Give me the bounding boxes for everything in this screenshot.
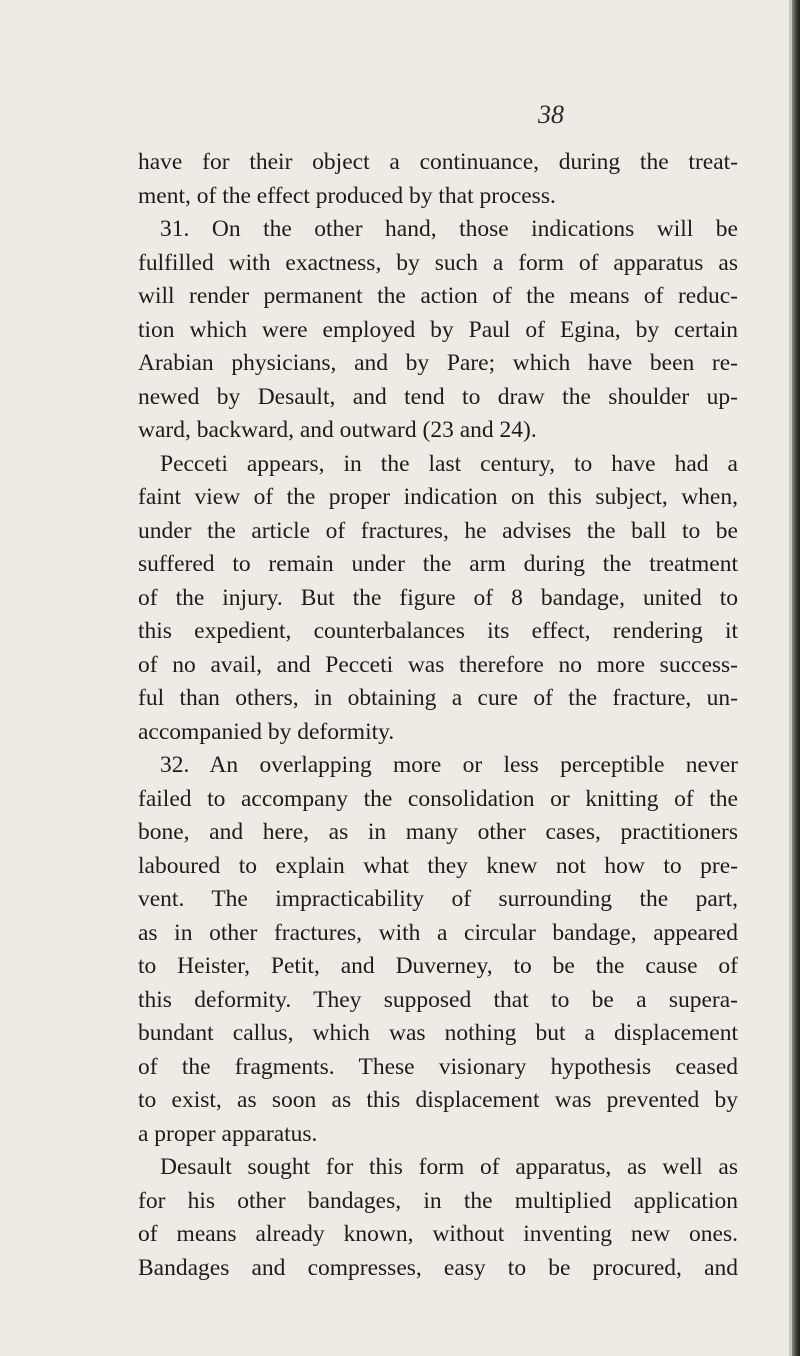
text-line: to Heister, Petit, and Duverney, to be the cause of bbox=[138, 953, 738, 979]
text-line: a proper apparatus. bbox=[138, 1120, 318, 1147]
text-line: 31. On the other hand, those indications will be bbox=[160, 216, 738, 242]
text-line: of the injury. But the figure of 8 bandage, united to bbox=[138, 584, 738, 611]
text-line: Desault sought for this form of apparatus, as well as bbox=[160, 1154, 738, 1180]
text-line: tion which were employed by Paul of Egina, by certain bbox=[138, 316, 738, 343]
text-line: ful than others, in obtaining a cure of the fracture, un- bbox=[138, 685, 738, 711]
page-number: 38 bbox=[538, 100, 564, 129]
text-line: of no avail, and Pecceti was therefore no more success- bbox=[138, 651, 738, 678]
text-line: vent. The impracticability of surrounding the part, bbox=[138, 886, 738, 912]
book-binding-edge bbox=[792, 0, 800, 1356]
text-line: fulfilled with exactness, by such a form of apparatus as bbox=[138, 249, 738, 276]
text-line: suffered to remain under the arm during the treatment bbox=[138, 551, 738, 577]
text-line: this deformity. They supposed that to be a supera- bbox=[138, 986, 738, 1013]
body-text bbox=[138, 146, 738, 1285]
text-line: newed by Desault, and tend to draw the shoulder up- bbox=[138, 383, 738, 410]
text-line: faint view of the proper indication on this subject, when, bbox=[138, 484, 738, 510]
text-line: this expedient, counterbalances its effect, rendering it bbox=[138, 618, 738, 644]
text-line: under the article of fractures, he advises the ball to be bbox=[138, 517, 738, 544]
text-line: ment, of the effect produced by that process. bbox=[138, 182, 556, 209]
text-line: will render permanent the action of the means of reduc- bbox=[138, 283, 738, 309]
text-line: laboured to explain what they knew not how to pre- bbox=[138, 852, 738, 879]
text-line: Pecceti appears, in the last century, to have had a bbox=[160, 450, 738, 477]
text-line: to exist, as soon as this displacement was prevented by bbox=[138, 1087, 738, 1113]
text-line: bundant callus, which was nothing but a displacement bbox=[138, 1020, 738, 1046]
text-line: as in other fractures, with a circular bandage, appeared bbox=[138, 919, 738, 946]
text-line: for his other bandages, in the multiplied application bbox=[138, 1187, 738, 1214]
text-line: have for their object a continuance, during the treat- bbox=[138, 149, 738, 175]
text-line: Bandages and compresses, easy to be procured, and bbox=[138, 1254, 738, 1281]
text-line: accompanied by deformity. bbox=[138, 718, 395, 745]
text-line: of means already known, without inventing new ones. bbox=[138, 1221, 738, 1247]
text-line: failed to accompany the consolidation or knitting of the bbox=[138, 785, 738, 812]
text-line: Arabian physicians, and by Pare; which have been re- bbox=[138, 350, 738, 376]
text-line: bone, and here, as in many other cases, practitioners bbox=[138, 819, 738, 845]
text-line: ward, backward, and outward (23 and 24). bbox=[138, 417, 537, 443]
text-line: of the fragments. These visionary hypothesis ceased bbox=[138, 1053, 738, 1080]
text-line: 32. An overlapping more or less perceptible never bbox=[160, 752, 738, 778]
